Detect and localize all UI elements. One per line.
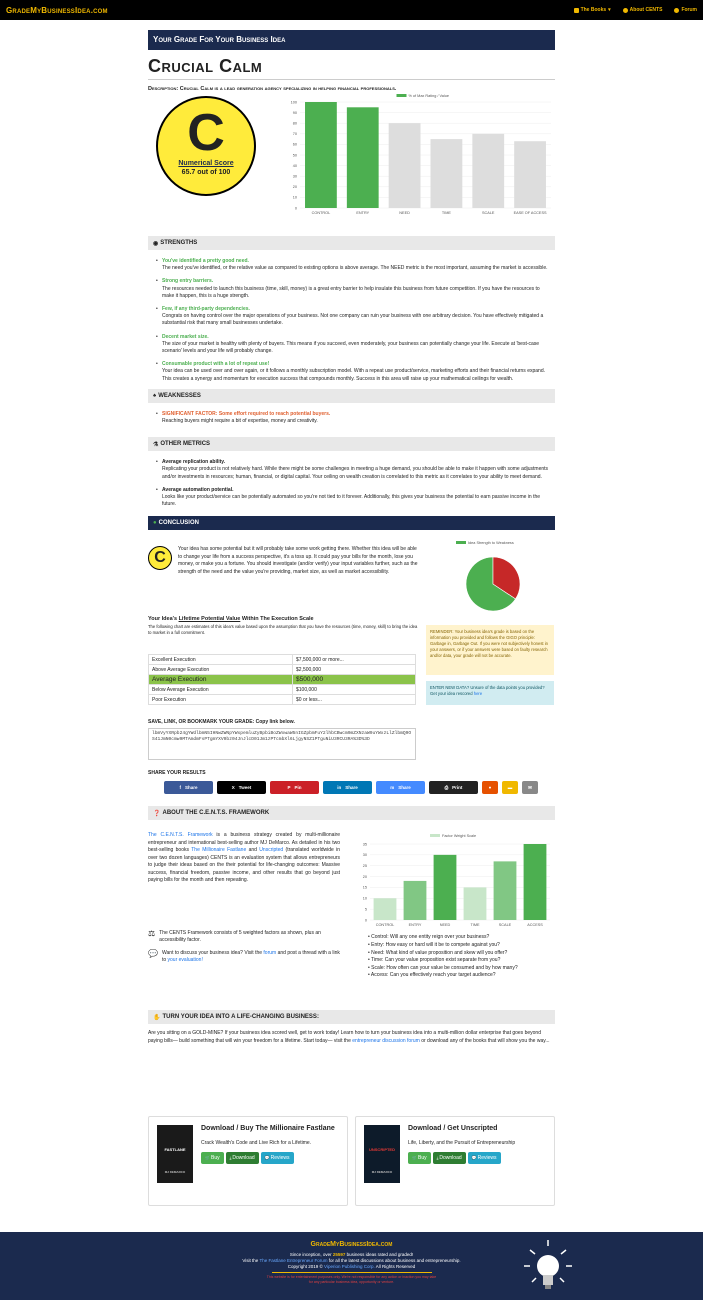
cents-factor-item: • Scale: How often can your value be consumed and by how many?: [368, 964, 518, 971]
strengths-heading: [148, 236, 555, 250]
y-tick-label: 15: [362, 886, 367, 891]
reminder-box: [426, 625, 554, 675]
save-link-field[interactable]: [148, 728, 416, 760]
lpv-row: [149, 685, 416, 695]
about-section: [148, 820, 555, 1006]
x-tick-label: CONTROL: [375, 923, 395, 928]
lpv-row: [149, 655, 416, 665]
share-button-5[interactable]: [429, 781, 478, 794]
x-tick-label: ENTRY: [408, 923, 422, 928]
forum-link[interactable]: forum: [263, 950, 277, 957]
strength-title: • Consumable product with a lot of repeat use!: [162, 361, 270, 368]
bar-entry: [404, 881, 427, 920]
share-icon: P: [287, 785, 291, 791]
footer-count-a: Since inception, over: [289, 1252, 333, 1257]
strength-title: • You've identified a pretty good need.: [162, 258, 249, 264]
footer-disclaimer-2: for any particular business idea, opportunity or venture.: [308, 1279, 395, 1284]
book-cover[interactable]: [157, 1125, 193, 1183]
hands-icon: ✋: [153, 1014, 161, 1021]
cents-factor-item: • Time: Can your value proposition exist separate from you?: [368, 957, 501, 964]
metric-item: [162, 459, 551, 481]
strength-item: [162, 278, 551, 300]
strength-item: [162, 334, 551, 356]
buy-button[interactable]: [408, 1152, 431, 1164]
y-tick-label: 50: [292, 153, 297, 158]
lpv-level: Average Execution: [149, 675, 293, 685]
share-button-3[interactable]: [323, 781, 372, 794]
y-tick-label: 0: [364, 918, 367, 923]
strength-desc: The size of your market is healthy with plenty of buyers. This means if you succeed, even moderately, your business can potentially change your life. Execute at 'best-case scenario' levels and your life will probably change.: [162, 340, 540, 355]
share-icon: X: [231, 785, 235, 791]
save-link-label: SAVE, LINK, OR BOOKMARK YOUR GRADE: Copy link below.: [148, 719, 295, 726]
bar-time: [464, 888, 487, 921]
strength-title: • Decent market size.: [162, 333, 209, 340]
lpv-title-b: Lifetime Potential Value: [178, 616, 241, 623]
numerical-score-label: Numerical Score: [178, 160, 234, 167]
cents-link[interactable]: The C.E.N.T.S. Framework: [148, 832, 213, 839]
x-tick-label: ACCESS: [527, 923, 543, 928]
email-share-icon[interactable]: ✉: [522, 781, 538, 794]
y-tick-label: 80: [292, 121, 297, 126]
y-tick-label: 10: [292, 195, 297, 200]
idea-description: Description: Crucial Calm is a lead generation agency specializing in helping financial professionals.: [148, 86, 397, 92]
footer-brand[interactable]: GradeMyBusinessIdea.com: [310, 1241, 393, 1248]
lpv-level: Poor Execution: [149, 695, 293, 705]
share-button-0[interactable]: [164, 781, 213, 794]
question-circle-icon: ❓: [153, 810, 161, 817]
footer-disclaimer-1: This website is for entertainment purposes only. We're not responsible for any action or inaction you may take: [266, 1275, 437, 1279]
footer-copyright-b: All Rights Reserved: [374, 1264, 416, 1269]
download-icon: ⤓: [229, 1155, 232, 1160]
footer-forum-link[interactable]: The Fastlane Entrepreneur Forum: [259, 1258, 328, 1263]
bar-time: [431, 139, 463, 208]
comments-icon: 💬: [264, 1155, 270, 1160]
x-tick-label: TIME: [441, 211, 451, 215]
footer-visit-b: for all the latest discussions about business and entrepreneurship.: [327, 1258, 461, 1263]
book-subtitle: Crack Wealth's Code and Live Rich for a Lifetime.: [201, 1140, 312, 1146]
strength-desc: The resources needed to launch this business (time, skill, money) is a great entry barrier to help insulate this business from future competition. If you have the resources to make it happen, this is a huge strength.: [162, 285, 540, 299]
unscripted-link[interactable]: Unscripted: [259, 847, 284, 854]
question-icon: [623, 8, 628, 13]
book-info: [408, 1125, 553, 1164]
nav-books-label: The Books: [580, 7, 607, 13]
y-tick-label: 20: [362, 875, 367, 880]
bar-need: [389, 123, 421, 208]
metric-item: [162, 487, 551, 509]
lpv-value: $500,000: [293, 675, 416, 685]
book-card: [355, 1116, 555, 1206]
cents-factor-item: • Entry: How easy or hard will it be to compete against you?: [368, 942, 500, 949]
buy-label: Buy: [210, 1155, 220, 1161]
weakness-title: • SIGNIFICANT FACTOR: Some effort required to reach potential buyers.: [162, 410, 331, 417]
y-tick-label: 25: [362, 864, 367, 869]
rescore-link[interactable]: here: [473, 691, 483, 697]
forum-note: [148, 950, 340, 964]
reviews-button[interactable]: [468, 1152, 501, 1164]
buy-label: Buy: [417, 1155, 427, 1161]
chat-icon: [674, 8, 679, 13]
x-tick-label: SCALE: [482, 211, 495, 215]
brand-logo[interactable]: GradeMyBusinessIdea.com: [6, 5, 108, 15]
y-tick-label: 40: [292, 163, 297, 168]
metric-title: • Average replication ability.: [162, 459, 226, 466]
bar-access: [524, 844, 547, 920]
strengths-list: [148, 258, 555, 383]
book-cover-title: UNSCRIPTED: [368, 1147, 395, 1152]
cents-factors-text: The CENTS Framework consists of 5 weighted factors as shown, plus an accessibility factor.: [159, 930, 321, 944]
footer-copyright-a: Copyright 2019 ©: [287, 1264, 325, 1269]
metric-desc: Replicating your product is not relatively hard. While there might be some challenges in meeting a huge demand, you should be able to make it happen with some adjustments and/or investments in resources; human, financial, or digital capital. Your ceiling on wealth creation is correlated to this metric as it correlates to your ability to meet demand.: [162, 466, 549, 480]
cents-factor-item: • Access: Can you effectively reach your target audience?: [368, 972, 496, 979]
download-button[interactable]: [433, 1152, 466, 1164]
weaknesses-heading-label: WEAKNESSES: [158, 392, 201, 399]
share-button-1[interactable]: [217, 781, 266, 794]
book-info: [201, 1125, 346, 1164]
sms-share-icon[interactable]: ▬: [502, 781, 518, 794]
turn-idea-text-a: Are you sitting on a GOLD-MINE? If your business idea scored well, get to work today! Learn how to turn your business idea into a multi-million dollar enterprise that goes beyond paying bills— build something that will win your freedom for a lifetime. Start today— visit the: [148, 1030, 541, 1044]
other-metrics-list: [148, 459, 555, 508]
cents-factor-list: [368, 934, 518, 980]
x-tick-label: ENTRY: [356, 211, 370, 215]
footer-visit-a: Visit the: [242, 1258, 260, 1263]
turn-idea-heading: [148, 1010, 555, 1024]
strength-item: [162, 258, 551, 272]
lpv-subtitle: The following chart are estimates of this idea's value based upon the assumption that you have the resources (time, money, skill) to bring the idea to market in a full commitment.: [148, 624, 418, 635]
reviews-label: Reviews: [477, 1155, 497, 1161]
lpv-row: [149, 665, 416, 675]
conclusion-section: [148, 530, 555, 705]
share-icon: m: [390, 785, 395, 791]
book-cover[interactable]: [364, 1125, 400, 1183]
nav-about-label: About CENTS: [629, 7, 663, 13]
lpv-table: [148, 654, 416, 705]
buy-button[interactable]: [201, 1152, 224, 1164]
strength-title: • Few, if any third-party dependencies.: [162, 306, 250, 313]
y-tick-label: 30: [362, 853, 367, 858]
grade-letter: C: [187, 104, 225, 162]
strength-pie-chart: [438, 538, 548, 622]
lpv-value: $2,500,000: [293, 665, 416, 675]
x-tick-label: TIME: [470, 923, 480, 928]
book-buttons: [201, 1152, 346, 1164]
lightbulb-icon: [520, 1238, 576, 1296]
flask-icon: ⚗: [153, 441, 159, 448]
turn-idea-heading-label: TURN YOUR IDEA INTO A LIFE-CHANGING BUSINESS:: [162, 1014, 319, 1021]
share-label: Print: [452, 785, 463, 791]
y-tick-label: 90: [292, 110, 297, 115]
factor-weight-chart: [354, 832, 554, 930]
conclusion-heading: [148, 516, 555, 530]
x-tick-label: CONTROL: [311, 211, 331, 215]
cents-factors-note: [148, 930, 340, 944]
turn-idea-text-b: or download any of the books that will show you the way...: [419, 1037, 550, 1044]
nav-about[interactable]: [623, 7, 663, 13]
share-heading: SHARE YOUR RESULTS: [148, 770, 206, 777]
lpv-row: [149, 675, 416, 685]
fastlane-link[interactable]: The Millionaire Fastlane: [191, 847, 247, 854]
footer-publisher-link[interactable]: Viperion Publishing Corp.: [324, 1264, 375, 1269]
lpv-title-a: Your Idea's: [148, 616, 179, 623]
lpv-value: $100,000: [293, 685, 416, 695]
comments-icon: 💬: [471, 1155, 477, 1160]
about-text-2: and: [246, 847, 260, 854]
lpv-title: [148, 616, 314, 622]
thumbs-down-icon: ♠: [153, 392, 157, 399]
bar-need: [434, 855, 457, 920]
about-text: [148, 832, 340, 884]
share-button-2[interactable]: [270, 781, 319, 794]
nav-forum[interactable]: [674, 7, 697, 13]
metric-desc: Looks like your product/service can be potentially automated so you're not tied to it forever. Additionally, this gives your business the potential to earn passive income in the future.: [162, 494, 541, 508]
strength-desc: Your idea can be used over and over again, or it follows a monthly subscription model. With a repeat use product/service, marketing efforts and their financial returns expand. This creates a synergy and momentum for execution success that compounds monthly. Success in this area will raise up your mathematical ceilings for wealth.: [162, 368, 545, 382]
y-tick-label: 60: [292, 142, 297, 147]
footer: [0, 1232, 703, 1300]
bar-control: [305, 102, 337, 208]
bar-scale: [472, 134, 504, 208]
lpv-level: Below Average Execution: [149, 685, 293, 695]
main-content: [148, 30, 555, 1045]
about-text-3: (translated worldwide in over two dozen languages) CENTS is an evaluation system that allows entrepreneurs to judge their ideas based on the their potential for life-changing outcomes: Massive success, financial freedom, passive income, and other results that go beyond just paying bills for the month and then repeating.: [148, 847, 340, 883]
weaknesses-heading: [148, 389, 555, 403]
new-data-text: ENTER NEW DATA? Unsure of the data points you provided? Get your idea rescored: [430, 685, 545, 697]
conclusion-grade-letter: C: [154, 549, 166, 567]
strength-desc: The need you've identified, or the relative value as compared to existing options is above average. The NEED metric is the most important, assuming the market is accessible.: [162, 265, 548, 272]
bar-scale: [494, 862, 517, 921]
book-buttons: [408, 1152, 553, 1164]
conclusion-grade-badge: [148, 546, 172, 570]
legend-label: Idea Strength to Weakness: [468, 541, 514, 546]
strength-title: • Strong entry barriers.: [162, 278, 214, 285]
about-heading: [148, 806, 555, 820]
lpv-level: Above Average Execution: [149, 665, 293, 675]
lpv-row: [149, 695, 416, 705]
save-link-value: lbmVyYXRpb24gYWdlbmN5IHNwZWNpYWxpemluZyBpbiBoZWxwaW5nIGZpbmFuY2lhbCBwcm9mZXNzaW9uYWxzLlZlbmQ9OS41JmN0cmw9MTAmdmFsPTgmYXV0bz04JnJlcD01Jm1zPTcmbXl6LjgyNSZ1PTguNiU3RCU3RA%3D%3D: [152, 731, 412, 743]
download-button[interactable]: [226, 1152, 259, 1164]
reviews-button[interactable]: [261, 1152, 294, 1164]
legend-swatch: [397, 94, 407, 97]
x-tick-label: NEED: [439, 923, 451, 928]
lpv-value: $7,500,000 or more...: [293, 655, 416, 665]
y-tick-label: 10: [362, 897, 367, 902]
cart-icon: 🛒: [205, 1155, 210, 1160]
nav-books[interactable]: The Books ▾: [574, 7, 611, 13]
y-tick-label: 30: [292, 174, 297, 179]
weakness-desc: Reaching buyers might require a bit of expertise, money and creativity.: [162, 418, 318, 425]
rating-bar-chart: [286, 92, 555, 222]
lpv-value: $0 or less...: [293, 695, 416, 705]
footer-count-b: business ideas rated and graded!: [345, 1252, 414, 1257]
x-tick-label: EASE OF ACCESS: [513, 211, 547, 215]
other-metrics-heading-label: OTHER METRICS: [160, 441, 211, 448]
scale-icon: ⚖: [148, 929, 156, 939]
legend-swatch: [456, 541, 466, 544]
conclusion-heading-label: CONCLUSION: [158, 520, 199, 527]
footer-count-number: 25597: [332, 1252, 346, 1257]
bar-entry: [347, 107, 379, 208]
book-card: [148, 1116, 348, 1206]
download-icon: ⤓: [436, 1155, 439, 1160]
book-cover-author: MJ DEMARCO: [371, 1170, 393, 1174]
bar-ease-of-access: [514, 141, 546, 208]
grade-header-bar: Your Grade For Your Business Idea: [148, 30, 555, 50]
download-label: Download: [439, 1155, 462, 1161]
strengths-heading-label: STRENGTHS: [160, 240, 198, 246]
share-label: Share: [184, 785, 198, 791]
x-tick-label: NEED: [399, 211, 410, 215]
share-label: Share: [398, 785, 411, 791]
download-label: Download: [232, 1155, 255, 1161]
book-title: Download / Get Unscripted: [408, 1125, 498, 1132]
grade-section: [148, 92, 555, 222]
cart-icon: 🛒: [412, 1155, 417, 1160]
cents-factor-item: • Control: Will any one entity reign over your business?: [368, 934, 490, 941]
y-tick-label: 35: [362, 842, 367, 847]
share-button-4[interactable]: [376, 781, 425, 794]
strength-item: [162, 306, 551, 328]
discussion-forum-link[interactable]: entrepreneur discussion forum: [352, 1037, 420, 1044]
book-title: Download / Buy The Millionaire Fastlane: [201, 1125, 335, 1132]
lpv-title-c: Within The Execution Scale: [240, 616, 314, 623]
share-icon: f: [179, 785, 181, 791]
share-label: Tweet: [238, 785, 252, 791]
share-icon: ⎙: [444, 785, 449, 791]
x-tick-label: SCALE: [498, 923, 512, 928]
strength-item: [162, 361, 551, 383]
about-text-1: is a business strategy created by multi-millionaire entrepreneur and international best-selling author MJ DeMarco. As detailed in his two best-selling books: [148, 832, 340, 854]
bar-control: [374, 899, 397, 921]
y-tick-label: 20: [292, 185, 297, 190]
y-tick-label: 0: [294, 206, 297, 211]
share-icon: in: [337, 785, 342, 791]
conclusion-text: Your idea has some potential but it will probably take some work getting there. Whether this idea will be able to change your life from a success perspective, it's a toss up. It could pay your bills for the month, lose you money, or make you a fortune. You should investigate (and/or verify) your input variables further, such as the strength of the need and the value you're providing, market size, as well as market accessibility.: [178, 546, 418, 575]
metric-title: • Average automation potential.: [162, 486, 234, 493]
share-label: Pin: [294, 785, 302, 791]
share-buttons: [164, 781, 555, 794]
grade-badge: [156, 96, 256, 196]
cents-factor-item: • Need: What kind of value proposition and skew will you offer?: [368, 949, 508, 956]
legend-label: % of Max Rating / Value: [408, 94, 449, 98]
book-cover-title: FASTLANE: [164, 1147, 186, 1152]
evaluation-link[interactable]: your evaluation!: [167, 957, 203, 964]
forum-note-a: Want to discuss your business idea? Visit the: [161, 950, 264, 957]
reviews-label: Reviews: [270, 1155, 290, 1161]
strength-desc: Congrats on having control over the major operations of your business. Not one company can ruin your business with one arbitrary decision. You have effectively mitigated a substantial risk that many small businesses undertake.: [162, 313, 544, 327]
book-cover-author: MJ DEMARCO: [164, 1170, 186, 1174]
check-icon: ●: [153, 520, 157, 527]
reddit-share-icon[interactable]: ●: [482, 781, 498, 794]
turn-idea-text: [148, 1030, 555, 1044]
legend-label: Factor Weight Scale: [442, 834, 477, 839]
y-tick-label: 70: [292, 132, 297, 137]
book-subtitle: Life, Liberty, and the Pursuit of Entrepreneurship: [408, 1140, 516, 1146]
new-data-box: [426, 681, 554, 705]
share-label: Share: [345, 785, 358, 791]
legend-swatch: [430, 834, 440, 837]
footer-copyright: [0, 1264, 703, 1270]
y-tick-label: 100: [290, 100, 297, 105]
nav-forum-label: Forum: [681, 7, 697, 13]
thumbs-up-icon: ◉: [153, 240, 159, 247]
book-icon: [574, 8, 579, 13]
y-tick-label: 5: [364, 907, 367, 912]
other-metrics-heading: [148, 437, 555, 451]
reminder-text: REMINDER: Your business idea's grade is based on the information you provided and follows the GIGO principle: Garbage in, Garbage Out. If you were not subjectively honest in your answers, or if your answers were based on faulty research and/or data, your grade will not be accurate.: [430, 629, 549, 659]
forum-note-b: and post a thread with a link to: [161, 950, 340, 964]
numerical-score: 65.7 out of 100: [181, 169, 231, 176]
lpv-level: Excellent Execution: [149, 655, 293, 665]
comments-icon: 💬: [148, 949, 158, 959]
top-nav: [0, 0, 703, 20]
page-title: Crucial Calm: [148, 56, 555, 80]
weakness-item: [162, 411, 551, 425]
about-heading-label: ABOUT THE C.E.N.T.S. FRAMEWORK: [162, 810, 270, 817]
